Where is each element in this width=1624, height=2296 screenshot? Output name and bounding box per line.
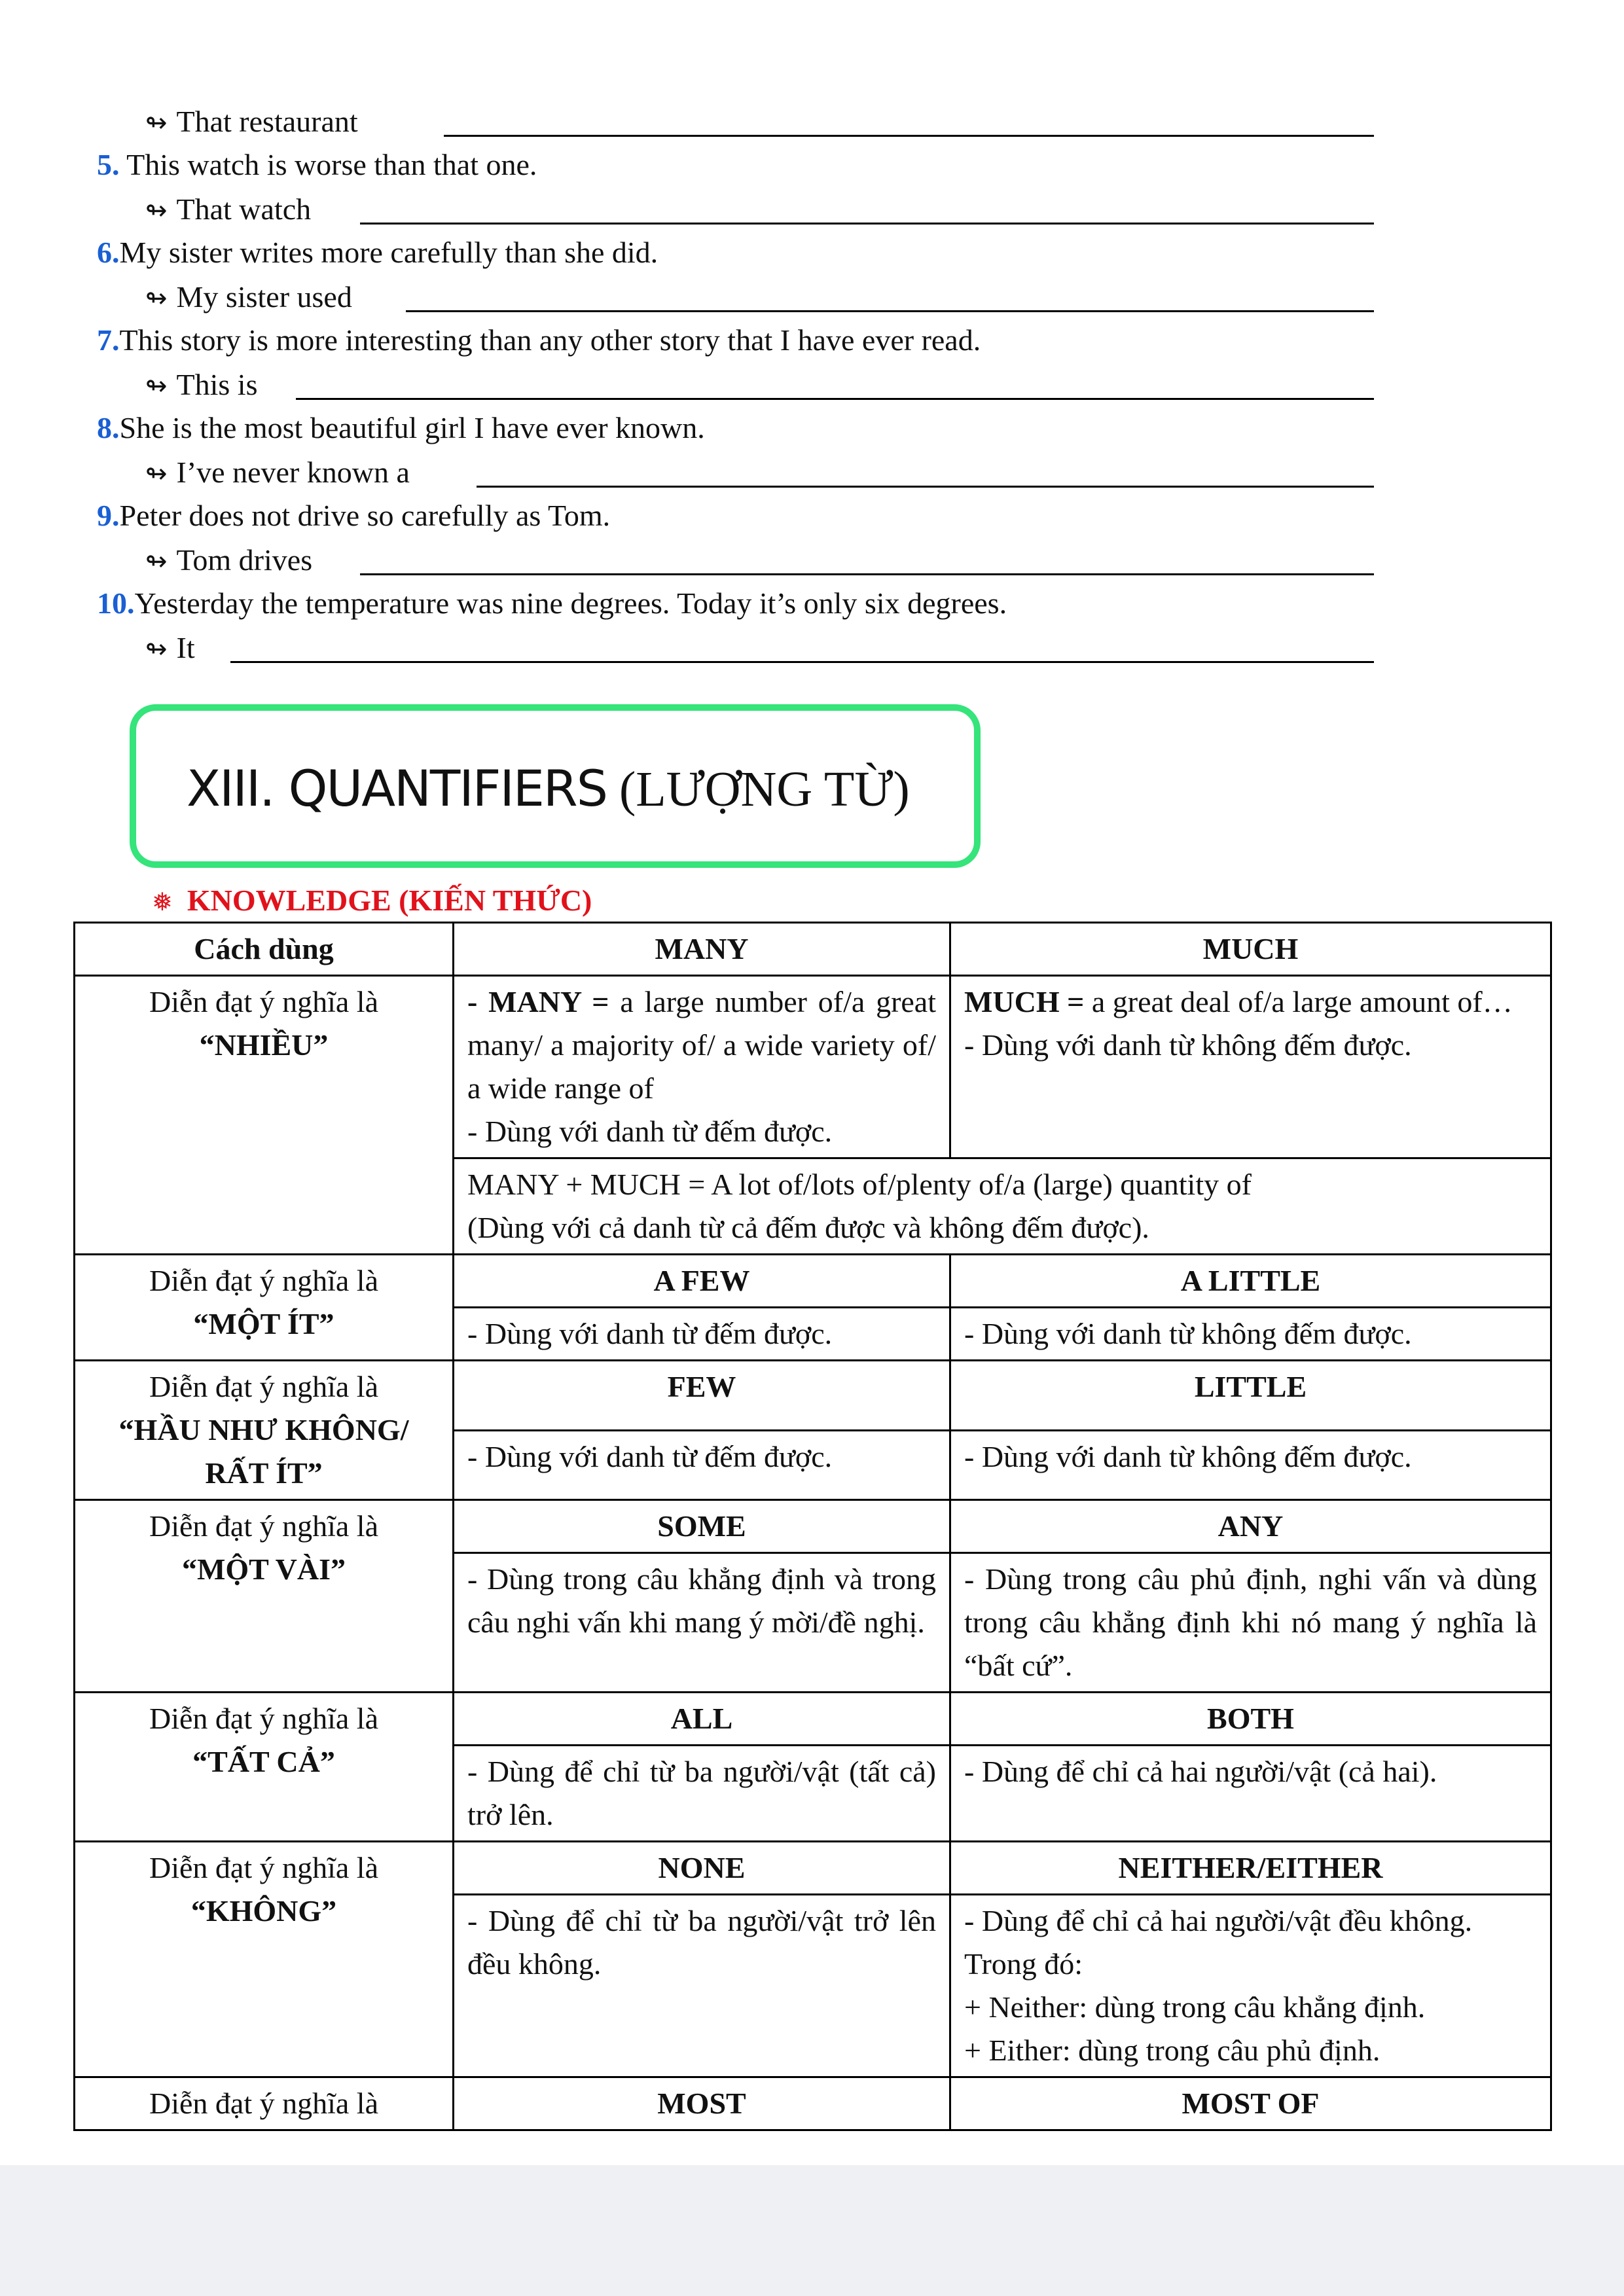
header-much: MUCH [950,923,1551,976]
arrow-icon: ↬ [145,283,168,314]
answer-prompt-9: ↬ Tom drives [145,543,313,577]
quantifiers-table [73,922,1552,2131]
meaning-cell: Diễn đạt ý nghĩa là [75,2077,454,2130]
arrow-icon: ↬ [145,634,168,664]
section-title: XIII. QUANTIFIERS (LƯỢNG TỪ) [187,759,910,817]
answer-prompt-6: ↬ My sister used [145,280,352,314]
page-gap-background [0,2165,1624,2296]
term-few: FEW [454,1361,950,1431]
answer-prompt-10: ↬ It [145,631,195,664]
term-any: ANY [950,1500,1551,1553]
term-some: SOME [454,1500,950,1553]
table-row [75,1842,1551,1895]
answer-line-8[interactable] [477,486,1374,488]
arrow-icon: ↬ [145,196,168,226]
arrow-icon: ↬ [145,108,168,138]
answer-prompt-7: ↬ This is [145,368,258,401]
table-row [75,1255,1551,1308]
term-neither-either: NEITHER/EITHER [950,1842,1551,1895]
table-header-row [75,923,1551,976]
table-row [75,2077,1551,2130]
a-little-usage: - Dùng với danh từ không đếm được. [950,1308,1551,1361]
meaning-cell: Diễn đạt ý nghĩa là “HẦU NHƯ KHÔNG/ RẤT ÍT” [75,1361,454,1500]
meaning-cell: Diễn đạt ý nghĩa là “NHIỀU” [75,976,454,1255]
header-many: MANY [454,923,950,976]
exercise-item-6: 6.My sister writes more carefully than she did. [97,236,659,269]
answer-line-5[interactable] [360,223,1374,224]
all-usage: - Dùng để chỉ từ ba người/vật (tất cả) trở lên. [454,1746,950,1842]
little-usage: - Dùng với danh từ không đếm được. [950,1430,1551,1500]
term-most-of: MOST OF [950,2077,1551,2130]
meaning-cell: Diễn đạt ý nghĩa là “TẤT CẢ” [75,1693,454,1842]
both-usage: - Dùng để chỉ cả hai người/vật (cả hai). [950,1746,1551,1842]
much-cell: MUCH = a great deal of/a large amount of… - Dùng với danh từ không đếm được. [950,976,1551,1158]
table-row [75,1500,1551,1553]
table-row [75,1361,1551,1431]
term-both: BOTH [950,1693,1551,1746]
answer-line-6[interactable] [406,310,1374,312]
arrow-icon: ↬ [145,547,168,577]
few-usage: - Dùng với danh từ đếm được. [454,1430,950,1500]
answer-line-4[interactable] [444,135,1374,137]
meaning-cell: Diễn đạt ý nghĩa là “MỘT ÍT” [75,1255,454,1361]
answer-line-7[interactable] [296,398,1374,400]
answer-line-10[interactable] [230,661,1374,663]
arrow-icon: ↬ [145,371,168,401]
exercise-item-8: 8.She is the most beautiful girl I have ever known. [97,411,705,444]
answer-prompt-8: ↬ I’ve never known a [145,456,410,489]
term-most: MOST [454,2077,950,2130]
many-much-cell: MANY + MUCH = A lot of/lots of/plenty of/a (large) quantity of (Dùng với cả danh từ cả đếm được và không đếm được). [454,1158,1551,1255]
exercise-item-5: 5. This watch is worse than that one. [97,148,537,181]
answer-prompt-5: ↬ That watch [145,192,312,226]
knowledge-heading: ❅ KNOWLEDGE (KIẾN THỨC) [152,884,592,917]
arrow-icon: ↬ [145,459,168,489]
neither-either-usage: - Dùng để chỉ cả hai người/vật đều không. Trong đó: + Neither: dùng trong câu khẳng định. + Either: dùng trong câu phủ định. [950,1895,1551,2077]
term-none: NONE [454,1842,950,1895]
answer-prompt-4: ↬ That restaurant [145,105,358,138]
none-usage: - Dùng để chỉ từ ba người/vật trở lên đều không. [454,1895,950,2077]
meaning-cell: Diễn đạt ý nghĩa là “KHÔNG” [75,1842,454,2077]
exercise-item-10: 10.Yesterday the temperature was nine degrees. Today it’s only six degrees. [97,586,1007,620]
term-all: ALL [454,1693,950,1746]
table-row [75,1693,1551,1746]
any-usage: - Dùng trong câu phủ định, nghi vấn và dùng trong câu khẳng định khi nó mang ý nghĩa là “bất cứ”. [950,1553,1551,1693]
answer-line-9[interactable] [360,573,1374,575]
term-a-few: A FEW [454,1255,950,1308]
many-cell: - MANY = a large number of/a great many/ a majority of/ a wide variety of/ a wide range of - Dùng với danh từ đếm được. [454,976,950,1158]
exercise-item-9: 9.Peter does not drive so carefully as Tom. [97,499,611,532]
snowflake-bullet-icon: ❅ [152,888,173,916]
exercise-item-7: 7.This story is more interesting than any other story that I have ever read. [97,323,981,357]
a-few-usage: - Dùng với danh từ đếm được. [454,1308,950,1361]
term-little: LITTLE [950,1361,1551,1431]
table-row [75,976,1551,1158]
header-usage: Cách dùng [75,923,454,976]
meaning-cell: Diễn đạt ý nghĩa là “MỘT VÀI” [75,1500,454,1693]
some-usage: - Dùng trong câu khẳng định và trong câu nghi vấn khi mang ý mời/đề nghị. [454,1553,950,1693]
term-a-little: A LITTLE [950,1255,1551,1308]
